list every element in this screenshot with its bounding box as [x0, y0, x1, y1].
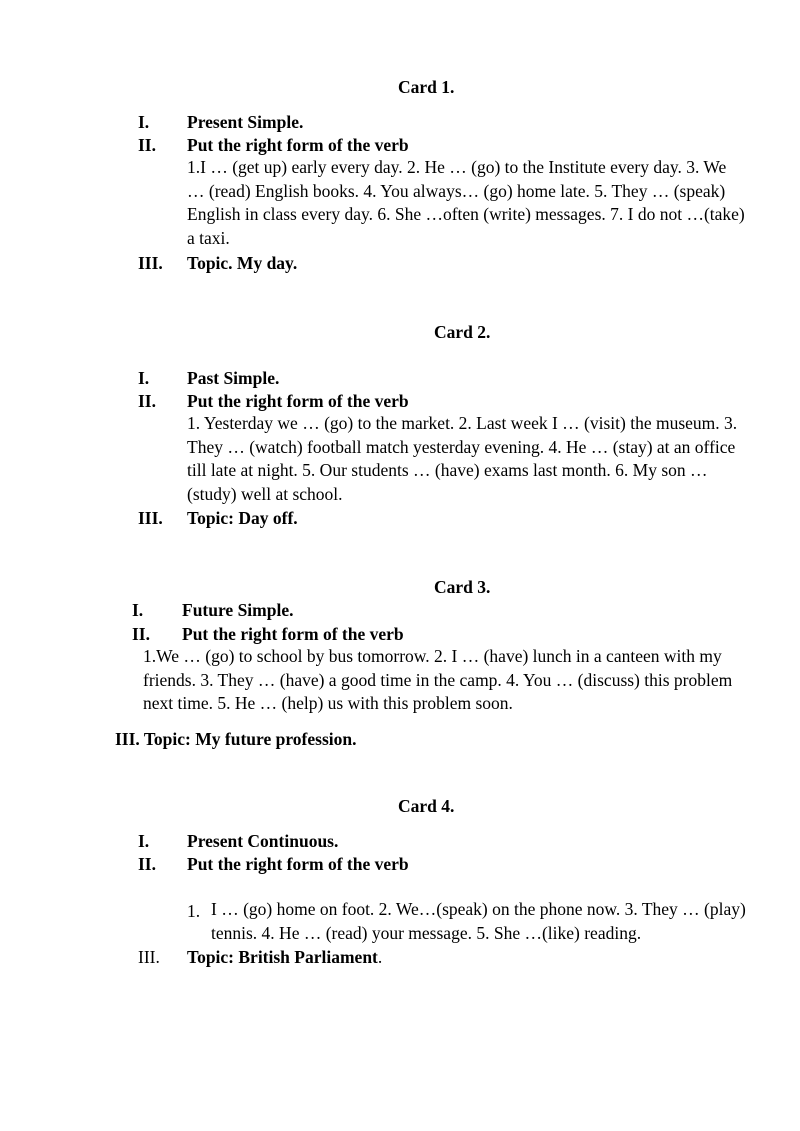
speaking-topic: Topic. My day.	[187, 253, 298, 273]
grammar-topic: Past Simple.	[187, 368, 280, 388]
speaking-topic: Topic: Day off.	[187, 508, 298, 528]
item-number: I.	[138, 368, 150, 388]
card-title: Card 3.	[434, 577, 491, 597]
card-title: Card 4.	[398, 796, 455, 816]
task-instruction: Put the right form of the verb	[187, 391, 409, 411]
exercise-text: 1. Yesterday we … (go) to the market. 2. Last week I … (visit) the museum. 3. They … (watch) football match yesterday evening. 4. He … (stay) at an office till late at night. 5. Our students … (have) exams last month. 6. My son … (study) well at school.	[187, 413, 738, 504]
speaking-topic: Topic: British Parliament	[187, 947, 378, 967]
grammar-topic: Present Continuous.	[187, 831, 339, 851]
item-number: I.	[138, 112, 150, 132]
speaking-topic: III. Topic: My future profession.	[115, 729, 357, 749]
topic-period: .	[377, 947, 383, 967]
card-title: Card 1.	[398, 77, 455, 97]
item-number: II.	[132, 624, 150, 644]
item-number: II.	[138, 391, 156, 411]
item-number: II.	[138, 135, 156, 155]
exercise-text: 1.We … (go) to school by bus tomorrow. 2. I … (have) lunch in a canteen with my friends. 3. They … (have) a good time in the camp. 4. You … (discuss) this problem next time. 5. He … (help) us with this problem soon.	[143, 646, 733, 713]
grammar-topic: Present Simple.	[187, 112, 304, 132]
item-number: III.	[138, 508, 163, 528]
item-number: I.	[138, 831, 150, 851]
task-instruction: Put the right form of the verb	[187, 854, 409, 874]
task-instruction: Put the right form of the verb	[187, 135, 409, 155]
card-title: Card 2.	[434, 322, 491, 342]
exercise-number: 1.	[187, 901, 201, 921]
item-number: I.	[132, 600, 144, 620]
exercise-text: I … (go) home on foot. 2. We…(speak) on the phone now. 3. They … (play) tennis. 4. He … (read) your message. 5. She …(like) reading.	[211, 899, 746, 943]
task-instruction: Put the right form of the verb	[182, 624, 404, 644]
grammar-topic: Future Simple.	[182, 600, 294, 620]
exercise-text: 1.I … (get up) early every day. 2. He … (go) to the Institute every day. 3. We … (read) English books. 4. You always… (go) home late. 5. They … (speak) English in class every day. 6. She …often (write) messages. 7. I do not …(take) a taxi.	[187, 157, 745, 248]
item-number: III.	[138, 253, 163, 273]
item-number: III.	[138, 947, 160, 967]
speaking-topic-line	[187, 949, 382, 967]
item-number: II.	[138, 854, 156, 874]
